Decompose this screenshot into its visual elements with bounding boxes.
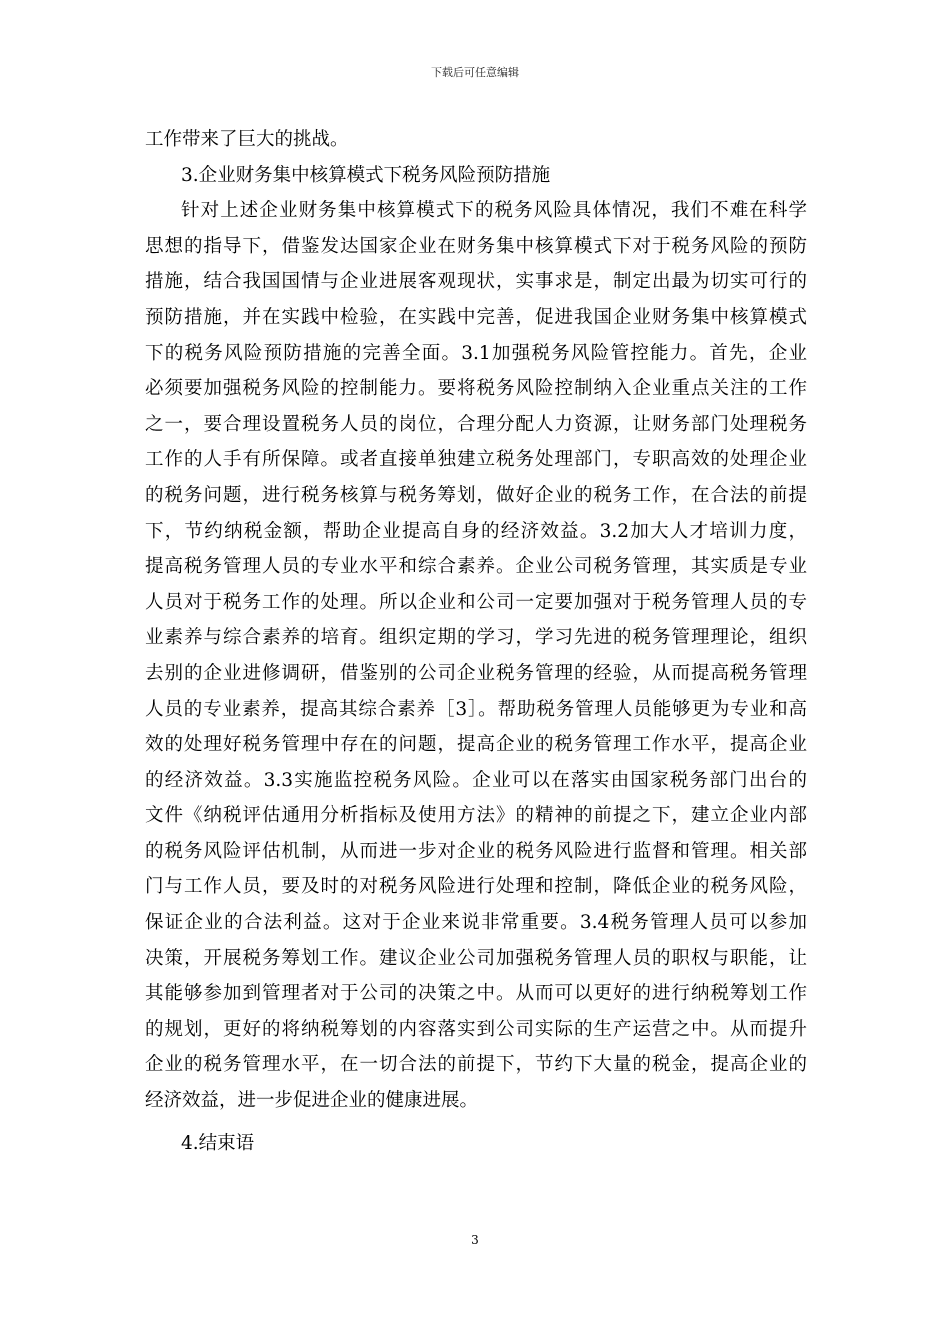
body-line: 下，节约纳税金额，帮助企业提高自身的经济效益。3.2加大人才培训力度， — [145, 520, 807, 542]
body-line: 决策，开展税务筹划工作。建议企业公司加强税务管理人员的职权与职能，让 — [145, 947, 807, 969]
page-header-note: 下载后可任意编辑 — [431, 66, 519, 79]
section-heading: 4.结束语 — [181, 1132, 255, 1154]
section-heading: 3.企业财务集中核算模式下税务风险预防措施 — [181, 164, 551, 186]
body-line: 之一，要合理设置税务人员的岗位，合理分配人力资源，让财务部门处理税务 — [145, 413, 807, 435]
body-line: 保证企业的合法利益。这对于企业来说非常重要。3.4税务管理人员可以参加 — [145, 912, 807, 934]
body-line: 提高税务管理人员的专业水平和综合素养。企业公司税务管理，其实质是专业 — [145, 556, 807, 578]
body-line: 措施，结合我国国情与企业进展客观现状，实事求是，制定出最为切实可行的 — [145, 271, 807, 293]
body-line: 的税务问题，进行税务核算与税务筹划，做好企业的税务工作，在合法的前提 — [145, 484, 807, 506]
body-line: 针对上述企业财务集中核算模式下的税务风险具体情况，我们不难在科学 — [181, 200, 807, 222]
body-line: 必须要加强税务风险的控制能力。要将税务风险控制纳入企业重点关注的工作 — [145, 378, 807, 400]
body-line: 思想的指导下，借鉴发达国家企业在财务集中核算模式下对于税务风险的预防 — [145, 235, 807, 257]
body-line: 效的处理好税务管理中存在的问题，提高企业的税务管理工作水平，提高企业 — [145, 734, 807, 756]
body-line: 工作的人手有所保障。或者直接单独建立税务处理部门，专职高效的处理企业 — [145, 449, 807, 471]
body-line: 业素养与综合素养的培育。组织定期的学习，学习先进的税务管理理论，组织 — [145, 627, 807, 649]
body-line: 工作带来了巨大的挑战。 — [145, 129, 349, 150]
body-line: 的税务风险评估机制，从而进一步对企业的税务风险进行监督和管理。相关部 — [145, 840, 807, 862]
page-number: 3 — [471, 1233, 479, 1247]
body-line: 人员的专业素养，提高其综合素养［3］。帮助税务管理人员能够更为专业和高 — [145, 698, 807, 720]
body-line: 下的税务风险预防措施的完善全面。3.1加强税务风险管控能力。首先，企业 — [145, 342, 807, 364]
body-line: 其能够参加到管理者对于公司的决策之中。从而可以更好的进行纳税筹划工作 — [145, 983, 807, 1005]
body-line: 门与工作人员，要及时的对税务风险进行处理和控制，降低企业的税务风险， — [145, 876, 807, 898]
body-line: 企业的税务管理水平，在一切合法的前提下，节约下大量的税金，提高企业的 — [145, 1054, 807, 1076]
body-line: 人员对于税务工作的处理。所以企业和公司一定要加强对于税务管理人员的专 — [145, 591, 807, 613]
body-line: 的经济效益。3.3实施监控税务风险。企业可以在落实由国家税务部门出台的 — [145, 769, 807, 791]
body-line: 预防措施，并在实践中检验，在实践中完善，促进我国企业财务集中核算模式 — [145, 306, 807, 328]
body-line: 的规划，更好的将纳税筹划的内容落实到公司实际的生产运营之中。从而提升 — [145, 1018, 807, 1040]
body-line: 去别的企业进修调研，借鉴别的公司企业税务管理的经验，从而提高税务管理 — [145, 662, 807, 684]
body-line: 文件《纳税评估通用分析指标及使用方法》的精神的前提之下，建立企业内部 — [145, 805, 807, 827]
document-body — [145, 122, 807, 1161]
body-line: 经济效益，进一步促进企业的健康进展。 — [145, 1090, 479, 1112]
